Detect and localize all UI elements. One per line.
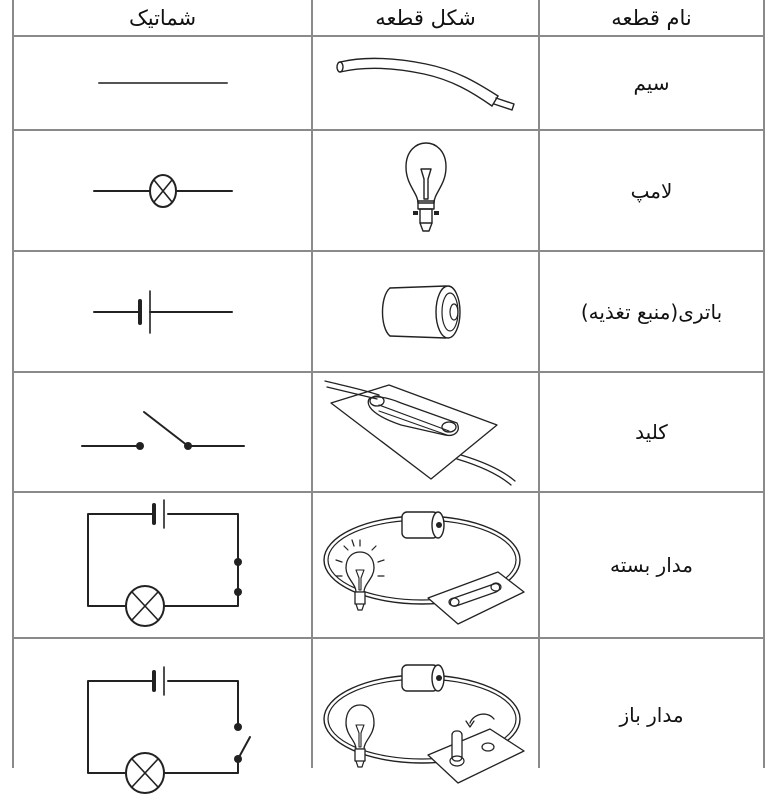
- table-row-lamp-name: [540, 131, 763, 250]
- header-schematic-label: شماتیک: [128, 5, 197, 30]
- table-row-wire-name: [540, 37, 763, 129]
- closed-circuit-symbol-icon: [78, 500, 248, 630]
- component-name-wire: سیم: [633, 71, 670, 95]
- table-row-switch-schematic: [14, 373, 311, 491]
- battery-picture-icon: [376, 282, 476, 342]
- header-component-name: [540, 0, 763, 35]
- open-circuit-picture-icon: [318, 661, 533, 791]
- table-row-wire-schematic: [14, 37, 311, 129]
- table-border-right: [763, 0, 765, 768]
- lamp-symbol-icon: [88, 171, 238, 211]
- table-row-battery-schematic: [14, 252, 311, 371]
- component-name-open-circuit: مدار باز: [619, 703, 684, 727]
- table-row-wire-shape: [313, 37, 538, 129]
- component-name-battery: باتری(منبع تغذیه): [580, 299, 723, 324]
- closed-circuit-picture-icon: [318, 500, 533, 630]
- table-row-switch-name: [540, 373, 763, 491]
- header-schematic: [14, 0, 311, 35]
- switch-symbol-icon: [78, 402, 248, 462]
- open-circuit-symbol-icon: [78, 655, 248, 785]
- table-row-closed-circuit-name: [540, 493, 763, 637]
- table-row-closed-circuit-schematic: [14, 493, 311, 637]
- switch-picture-icon: [321, 377, 531, 487]
- wire-symbol-icon: [93, 78, 233, 88]
- table-row-open-circuit-schematic: [14, 639, 311, 779]
- component-name-switch: کلید: [635, 420, 668, 444]
- header-component-shape: [313, 0, 538, 35]
- table-row-open-circuit-name: [540, 639, 763, 799]
- component-name-lamp: لامپ: [630, 178, 673, 203]
- table-row-battery-name: [540, 252, 763, 371]
- component-name-closed-circuit: مدار بسته: [610, 553, 693, 577]
- header-component-name-label: نام قطعه: [611, 5, 692, 30]
- table-row-switch-shape: [313, 373, 538, 491]
- table-row-lamp-shape: [313, 131, 538, 250]
- table-row-lamp-schematic: [14, 131, 311, 250]
- table-row-open-circuit-shape: [313, 639, 538, 779]
- table-row-closed-circuit-shape: [313, 493, 538, 637]
- light-bulb-picture-icon: [396, 141, 456, 241]
- header-component-shape-label: شکل قطعه: [375, 5, 476, 30]
- wire-picture-icon: [326, 48, 526, 118]
- battery-symbol-icon: [88, 287, 238, 337]
- table-row-battery-shape: [313, 252, 538, 371]
